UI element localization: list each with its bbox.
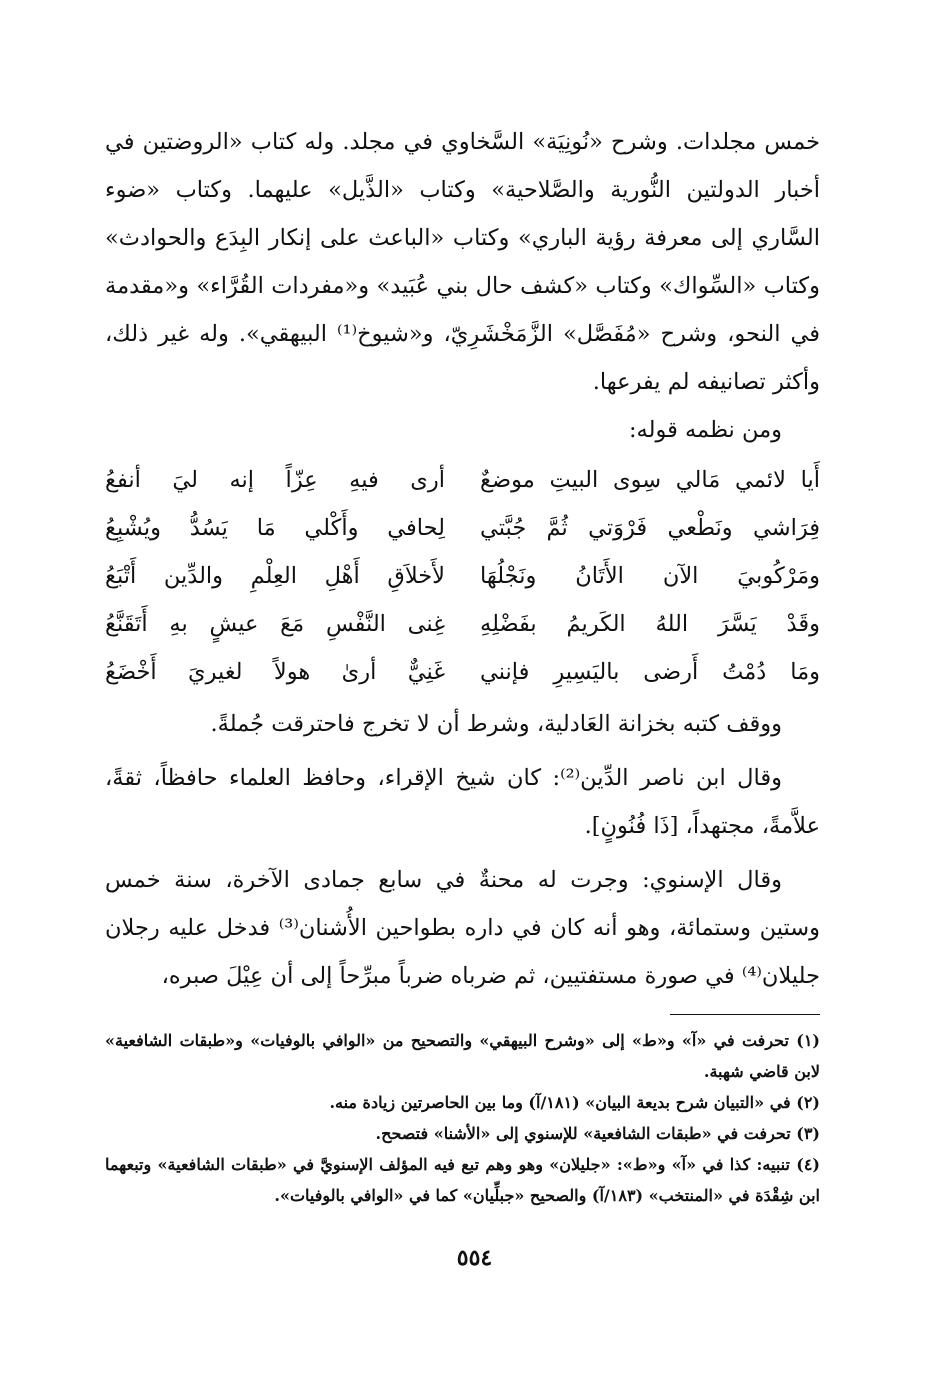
poem-hemistich-first: وقَدْ يَسَّرَ اللهُ الكَريمُ بفَضْلِهِ	[480, 611, 820, 637]
footnote: (١) تحرفت في «آ» و«ط» إلى «وشرح البيهقي» والتصحيح من «الوافي بالوفيات» و«طبقات الشافعية» لابن قاضي شهبة.	[105, 1031, 820, 1081]
poem-hemistich-first: أَيا لائمي مَالي سِوى البيتِ موضعٌ	[480, 467, 820, 493]
footnote: (٢) في «التبيان شرح بديعة البيان» (١٨١/آ) وما بين الحاصرتين زيادة منه.	[329, 1093, 820, 1112]
poem-verse	[105, 456, 820, 504]
poem-hemistich-second: لِحافي وأَكْلي مَا يَسُدُّ ويُشْبِعُ	[105, 515, 445, 541]
poem-hemistich-second: لأَخلاَقِ أَهْلِ العِلْمِ والدِّين أَتْبَعُ	[105, 563, 445, 589]
poem-hemistich-first: ومَا دُمْتُ أَرضى باليَسِيرِ فإنني	[480, 659, 820, 685]
footnote-separator	[670, 1014, 820, 1015]
poem-verse	[105, 504, 820, 552]
paragraph-waqf: ووقف كتبه بخزانة العَادلية، وشرط أن لا تخرج فاحترقت جُملةً.	[210, 711, 782, 737]
poem-intro: ومن نظمه قوله:	[628, 417, 782, 443]
page-content	[105, 118, 820, 1211]
footnotes	[105, 1025, 820, 1211]
paragraph-isnawi: وقال الإسنوي: وجرت له محنةٌ في سابع جمادى الآخرة، سنة خمس وستين وستمائة، وهو أنه كان في داره بطواحين الأُشنان⁽³⁾ فدخل عليه رجلان جليلان⁽⁴⁾ في صورة مستفتيين، ثم ضرباه ضرباً مبرِّحاً إلى أن عِيْلَ صبره،	[105, 867, 821, 989]
poem-hemistich-first: ومَرْكُوبيَ الآن الأَتَانُ ونَجْلُهَا	[480, 563, 820, 589]
paragraph-works: خمس مجلدات. وشرح «نُونِيَة» السَّخاوي في مجلد. وله كتاب «الروضتين في أخبار الدولتين النُّورية والصَّلاحية» وكتاب «الذَّيل» عليهما. وكتاب «ضوء السَّاري إلى معرفة رؤية الباري» وكتاب «الباعث على إنكار البِدَع والحوادث» وكتاب «السِّواك» وكتاب «كشف حال بني عُبَيد» و«مفردات القُرَّاء» و«مقدمة في النحو، وشرح «مُفَصَّل» الزَّمَخْشَرِيّ، و«شيوخ⁽¹⁾ البيهقي». وله غير ذلك، وأكثر تصانيفه لم يفرعها.	[105, 129, 820, 395]
footnote: (٣) تحرفت في «طبقات الشافعية» للإسنوي إلى «الأشنا» فتصحح.	[375, 1124, 820, 1143]
poem-verse	[105, 552, 820, 600]
footnote: (٤) تنبيه: كذا في «آ» و«ط»: «جليلان» وهو وهم تبع فيه المؤلف الإسنويَّ في «طبقات الشافعية» وتبعهما ابن شِقْدَة في «المنتخب» (١٨٣/آ) والصحيح «جبلِّيان» كما في «الوافي بالوفيات».	[105, 1155, 820, 1205]
poem-hemistich-second: غِنى النَّفْسِ مَعَ عيشٍ بهِ أَتَقَنَّعُ	[105, 611, 445, 637]
poem-hemistich-first: فِرَاشي ونَطْعي فَرْوَتي ثُمَّ جُبَّتي	[480, 515, 820, 541]
poem-hemistich-second: غَنِيٌّ أرىٰ هولاً لغيريَ أَخْضَعُ	[105, 659, 445, 685]
poem-verse	[105, 648, 820, 696]
paragraph-ibn-nasir: وقال ابن ناصر الدِّين⁽²⁾: كان شيخ الإقراء، وحافظ العلماء حافظاً، ثقةً، علاَّمةً، مجتهداً، [ذَا فُنُونٍ].	[105, 765, 820, 839]
poem-hemistich-second: أرى فيهِ عِزّاً إنه ليَ أنفعُ	[105, 467, 445, 493]
poem-verse	[105, 600, 820, 648]
page-number: ٥٥٤	[456, 1245, 493, 1271]
poem	[105, 456, 820, 696]
